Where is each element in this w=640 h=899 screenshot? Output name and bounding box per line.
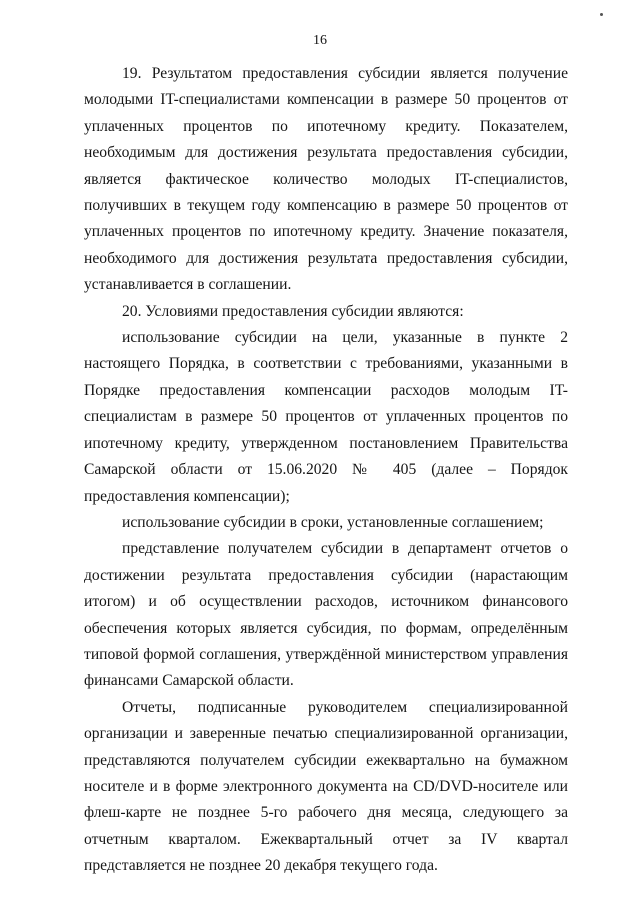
document-body	[84, 61, 568, 880]
reports-submission-paragraph: Отчеты, подписанные руководителем специализированной организации и заверенные печатью специализированной организации, представляются получателем субсидии ежеквартально на бумажном носителе и в форме электронного документа на CD/DVD-носителе или флеш-карте не позднее 5-го рабочего дня месяца, следующего за отчетным кварталом. Ежеквартальный отчет за IV квартал представляется не позднее 20 декабря текущего года.	[84, 698, 568, 875]
paragraph-19: 19. Результатом предоставления субсидии является получение молодыми IT-специалистами компенсации в размере 50 процентов от уплаченных процентов по ипотечному кредиту. Показателем, необходимым для достижения результата предоставления субсидии, является фактическое количество молодых IT-специалистов, получивших в текущем году компенсацию в размере 50 процентов от уплаченных процентов по ипотечному кредиту. Значение показателя, необходимого для достижения результата предоставления субсидии, устанавливается в соглашении.	[84, 65, 568, 294]
page-number: 16	[313, 33, 327, 48]
condition-purpose-paragraph: использование субсидии на цели, указанные в пункте 2 настоящего Порядка, в соответствии с требованиями, указанными в Порядке предоставления компенсации расходов молодым IT-специалистам в размере 50 процентов от уплаченных процентов по ипотечному кредиту, утвержденном постановлением Правительства Самарской области от 15.06.2020 № 405 (далее – Порядок предоставления компенсации);	[84, 329, 568, 505]
condition-reports-paragraph: представление получателем субсидии в департамент отчетов о достижении результата предоставления субсидии (нарастающим итогом) и об осуществлении расходов, источником финансового обеспечения которых является субсидия, по формам, определённым типовой формой соглашения, утверждённой министерством управления финансами Самарской области.	[84, 540, 568, 690]
scan-speck	[600, 13, 603, 16]
paragraph-20-heading: 20. Условиями предоставления субсидии являются:	[122, 302, 464, 320]
condition-deadline-paragraph: использование субсидии в сроки, установленные соглашением;	[122, 513, 544, 531]
